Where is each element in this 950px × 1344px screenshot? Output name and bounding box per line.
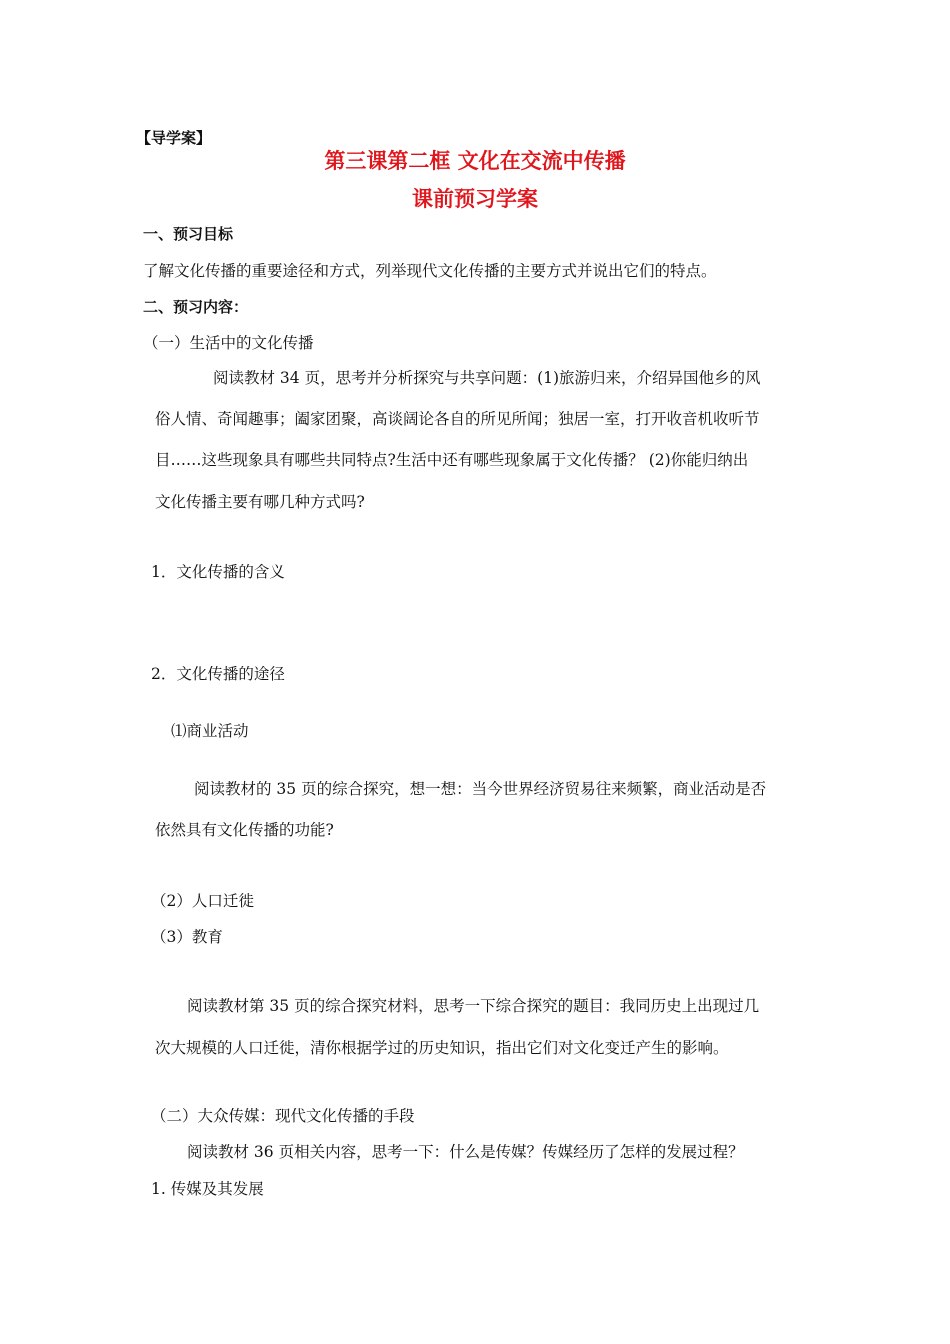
part1-paragraph-line: 目……这些现象具有哪些共同特点?生活中还有哪些现象属于文化传播？ (2)你能归纳出 xyxy=(155,451,749,469)
education-paragraph-line: 阅读教材第 35 页的综合探究材料，思考一下综合探究的题目：我同历史上出现过几 xyxy=(187,997,760,1015)
page-subtitle: 课前预习学案 xyxy=(412,187,538,211)
education-paragraph-line: 次大规模的人口迁徙，清你根据学过的历史知识，指出它们对文化变迁产生的影响。 xyxy=(155,1039,729,1057)
item-culture-routes: 2．文化传播的途径 xyxy=(151,665,285,683)
part2-paragraph: 阅读教材 36 页相关内容，思考一下：什么是传媒？传媒经历了怎样的发展过程？ xyxy=(187,1143,744,1161)
item-culture-meaning: 1．文化传播的含义 xyxy=(151,563,285,581)
commerce-paragraph-line: 阅读教材的 35 页的综合探究，想一想：当今世界经济贸易往来频繁，商业活动是否 xyxy=(194,780,767,798)
section2-heading: 二、预习内容： xyxy=(143,298,249,316)
header-tag: 【导学案】 xyxy=(136,129,212,147)
sub-commerce: ⑴商业活动 xyxy=(171,722,249,740)
sub-education: （3）教育 xyxy=(151,928,223,946)
sub-migration: （2）人口迁徙 xyxy=(151,892,254,910)
part1-paragraph-line: 阅读教材 34 页，思考并分析探究与共享问题：(1)旅游归来，介绍异国他乡的风 xyxy=(213,369,761,387)
commerce-paragraph-line: 依然具有文化传播的功能? xyxy=(155,821,334,839)
part1-heading: （一）生活中的文化传播 xyxy=(143,334,314,352)
section1-heading: 一、预习目标 xyxy=(143,225,234,243)
part1-paragraph-line: 俗人情、奇闻趣事；阖家团聚，高谈阔论各自的所见所闻；独居一室，打开收音机收听节 xyxy=(155,410,760,428)
page-title: 第三课第二框 文化在交流中传播 xyxy=(324,149,626,173)
item-media-development: 1. 传媒及其发展 xyxy=(151,1180,264,1198)
part1-paragraph-line: 文化传播主要有哪几种方式吗? xyxy=(155,493,365,511)
section1-text: 了解文化传播的重要途径和方式，列举现代文化传播的主要方式并说出它们的特点。 xyxy=(143,262,717,280)
part2-heading: （二）大众传媒：现代文化传播的手段 xyxy=(151,1107,415,1125)
